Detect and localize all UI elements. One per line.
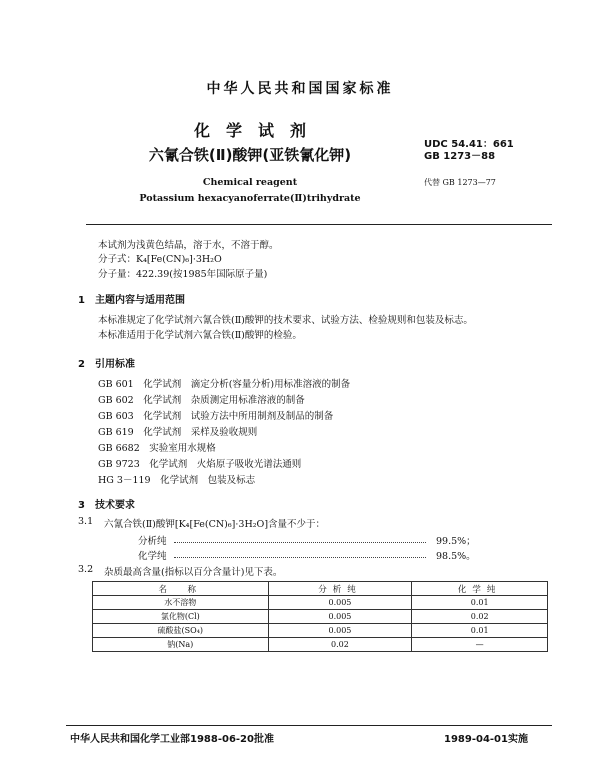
approval-line: 中华人民共和国化学工业部1988-06-20批准 bbox=[70, 734, 274, 745]
column-header-name: 名 称 bbox=[93, 582, 269, 596]
grade-chemical-label: 化学纯 bbox=[138, 551, 167, 562]
title-cn-line1: 化 学 试 剂 bbox=[193, 121, 306, 140]
table-row bbox=[93, 624, 548, 638]
header-divider bbox=[86, 224, 552, 225]
chemical-limit: 0.01 bbox=[412, 596, 548, 610]
section3-heading: 3 技术要求 bbox=[78, 500, 135, 511]
reference-item: GB 601 化学试剂 滴定分析(容量分析)用标准溶液的制备 bbox=[98, 379, 351, 390]
impurity-name: 水不溶物 bbox=[93, 596, 269, 610]
leader-dots bbox=[174, 542, 426, 543]
chemical-limit: — bbox=[412, 638, 548, 652]
section1-paragraph2: 本标准适用于化学试剂六氰合铁(Ⅱ)酸钾的检验。 bbox=[98, 330, 302, 341]
udc-code: UDC 54.41：661 bbox=[424, 139, 514, 150]
clause-3-2-number: 3.2 bbox=[78, 564, 94, 575]
table-row bbox=[93, 596, 548, 610]
table-header-row bbox=[93, 582, 548, 596]
column-header-chemical: 化学纯 bbox=[412, 582, 548, 596]
grade-chemical-value: 98.5%。 bbox=[436, 551, 476, 562]
impurity-name: 钠(Na) bbox=[93, 638, 269, 652]
reference-item: GB 602 化学试剂 杂质测定用标准溶液的制备 bbox=[98, 395, 305, 406]
table-row bbox=[93, 638, 548, 652]
intro-description: 本试剂为浅黄色结晶，溶于水，不溶于醇。 bbox=[98, 240, 279, 251]
implementation-date: 1989-04-01实施 bbox=[444, 734, 528, 745]
footer-divider bbox=[66, 725, 552, 726]
replaces-note: 代替 GB 1273—77 bbox=[424, 178, 496, 187]
impurity-table bbox=[92, 581, 548, 652]
reference-item: HG 3－119 化学试剂 包装及标志 bbox=[98, 475, 256, 486]
reference-item: GB 6682 实验室用水规格 bbox=[98, 443, 216, 454]
leader-dots bbox=[174, 557, 426, 558]
grade-analytical-label: 分析纯 bbox=[138, 536, 167, 547]
reference-item: GB 603 化学试剂 试验方法中所用制剂及制品的制备 bbox=[98, 411, 334, 422]
grade-analytical-value: 99.5%； bbox=[436, 536, 476, 547]
analytical-limit: 0.005 bbox=[268, 610, 412, 624]
clause-3-2-text: 杂质最高含量(指标以百分含量计)见下表。 bbox=[104, 567, 283, 578]
org-title: 中华人民共和国国家标准 bbox=[206, 81, 394, 97]
analytical-limit: 0.02 bbox=[268, 638, 412, 652]
title-en-line1: Chemical reagent bbox=[202, 177, 298, 188]
reference-item: GB 9723 化学试剂 火焰原子吸收光谱法通则 bbox=[98, 459, 302, 470]
molecular-formula: 分子式：K₄[Fe(CN)₆]·3H₂O bbox=[98, 254, 222, 265]
clause-3-1-number: 3.1 bbox=[78, 516, 94, 527]
molecular-weight: 分子量：422.39(按1985年国际原子量) bbox=[98, 269, 268, 280]
reference-item: GB 619 化学试剂 采样及验收规则 bbox=[98, 427, 258, 438]
section1-heading: 1 主题内容与适用范围 bbox=[78, 295, 185, 306]
clause-3-1-text: 六氰合铁(Ⅱ)酸钾[K₄[Fe(CN)₆]·3H₂O]含量不少于： bbox=[104, 519, 326, 530]
section1-paragraph1: 本标准规定了化学试剂六氰合铁(Ⅱ)酸钾的技术要求、试验方法、检验规则和包装及标志。 bbox=[98, 315, 473, 326]
impurity-name: 硫酸盐(SO₄) bbox=[93, 624, 269, 638]
section2-heading: 2 引用标准 bbox=[78, 359, 135, 370]
gb-number: GB 1273－88 bbox=[424, 151, 496, 162]
chemical-limit: 0.01 bbox=[412, 624, 548, 638]
impurity-name: 氯化物(Cl) bbox=[93, 610, 269, 624]
column-header-analytical: 分析纯 bbox=[268, 582, 412, 596]
title-cn-line2: 六氰合铁(Ⅱ)酸钾(亚铁氰化钾) bbox=[148, 146, 352, 164]
chemical-limit: 0.02 bbox=[412, 610, 548, 624]
analytical-limit: 0.005 bbox=[268, 596, 412, 610]
title-en-line2: Potassium hexacyanoferrate(Ⅱ)trihydrate bbox=[139, 193, 361, 204]
table-row bbox=[93, 610, 548, 624]
analytical-limit: 0.005 bbox=[268, 624, 412, 638]
